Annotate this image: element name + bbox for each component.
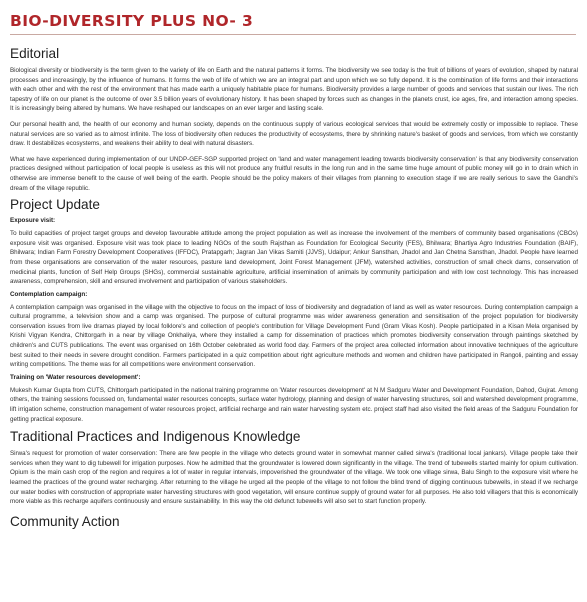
editorial-heading: Editorial [10, 46, 60, 61]
training-heading: Training on 'Water resources development': [10, 373, 141, 381]
community-action-heading: Community Action [10, 513, 120, 529]
training-text: Mukesh Kumar Gupta from CUTS, Chittorgarh participated in the national training programme on 'Water resources development' at N M Sadguru Water and Development Foundation, Dahod, Gujrat. Among others, the training sessions focussed on, fundamental water resources concepts, surface water hydrology, planning and design of water harvesting structures, soil and watershed development programme, lift irrigation scheme, construction management of water resources project, artificial recharge and rain water harvesting system etc. project staff had also visited the field areas of the Sadguru Foundation for getting practical exposure. [10, 386, 578, 423]
masthead-divider [10, 34, 576, 35]
traditional-practices-heading: Traditional Practices and Indigenous Knowledge [10, 429, 301, 445]
editorial-paragraph: Biological diversity or biodiversity is the term given to the variety of life on Earth and the natural patterns it forms. The biodiversity we see today is the fruit of billions of years of evolution, shaped by natural processes and increasingly, by the influence of humans. It forms the web of life of which we are an integral part and upon which we so fully depend. It is the combination of life forms and their interactions with each other and with the rest of the environment that has made earth a uniquely habitable place for humans. Biodiversity provides a large number of goods and services that sustain our lives. The rich tapestry of life on our planet is the outcome of over 3.5 billion years of evolutionary history. It has been shaped by forces such as changes in the planets crust, ice ages, fire, and interaction among species. It is increasingly being altered by humans. We have reshaped our landscapes on an ever larger and lasting scale. [10, 67, 578, 113]
masthead-title: BIO-DIVERSITY PLUS NO- 3 [10, 12, 254, 30]
traditional-practices-text: Sirwa's request for promotion of water conservation: There are few people in the village who detects ground water in somewhat manner called sirwa's (traditional local jankars). Village people take their services when they want to dig tubewell for irrigation purposes. Now he admitted that the groundwater is lowered down significantly in the village. The trend of tubewells started mainly for opium cultivation. Opium is the main cash crop of the region and requires a lot of water in regular intervals, impoverished the groundwater of the village. We took one village sirwa, Balu Singh to the exposure visit where he learned the practices of the ground water recharging. After returning to the village he urged all the people of the village to not follow the blind trend of digging continuous tubewells, in stead if we recharge our water bodies with construction of appropriate water harvesting structures with good vegetation, will ensure continue supply of ground water for all purposes. He also told villagers that this is economically more viable as this recharge aquifers continuously and ensure sustainability. In this way the old defunct tubewells will also set to start function properly. [10, 450, 578, 506]
project-update-heading: Project Update [10, 197, 100, 213]
newsletter-page [10, 0, 578, 530]
exposure-visit-text: To build capacities of project target groups and develop favourable attitude among the project population as well as increase the involvement of the members of community based organisations (CBOs) exposure visit was organised. Exposure visit was took place to leading NGOs of the south Rajsthan as Foundation for Ecological Security (FES), Bhilwara; Bhartiya Agro Industries Foundation (BAIF), Bhilwara; Indian Farm Forestry Development Cooperatives (IFFDC), Pratapgarh; Jagran Jan Vikas Samiti (JJVS), Udaipur; Ankur Sansthan, Jhadol and Jan Chetna Sansthan, Jhadol. People have learned from these organisations are conservation of the water resources, pasture land development, Joint Forest Management (JFM), watershed activities, construction of small check dams, conservation of medicinal plants, function of Self Help Groups (SHGs), commercial sustainable agriculture, artificial insemination of animals by community participation and with low cost technology. This has increased awareness, comprehension, skill and ensured involvement and participation of various stakeholders. [10, 230, 578, 286]
editorial-paragraph: Our personal health and, the health of our economy and human society, depends on the continuous supply of various ecological services that would be extremely costly or impossible to replace. These natural services are so varied as to almost infinite. The loss of biodiversity often reduces the productivity of ecosystems, there by shrinking nature's basket of goods and services, from which we constantly draw. It destabilizes ecosystems, and weakens their ability to deal with natural disasters. [10, 120, 578, 148]
contemplation-campaign-text: A contemplation campaign was organised in the village with the objective to focus on the impact of loss of biodiversity and degradation of land as well as water resources. During contemplation campaign a cultural programme, a television show and a camp was organised. The purpose of cultural programme was wider awareness generation and sensitisation of the project population for biodiversity conservation issues from live dramas played by local folklore's and collection of people's contribution for Village Development Fund (Gram Vikas Kosh). People participated in a Kisan Mela organised by Krishi Vigyan Kendra, Chittorgarh in a near by village Onkhaliya, where they installed a camp for dissemination of practices which promotes biodiversity conservation through paintings sketched by children's and CUTS publications. The event was organised on 16th October celebrated as world food day. Farmers of the project area collected information about innovative techniques of the agriculture best suited to their needs in severe drought condition. Farmers participated in a quiz competition about right agriculture methods and women and children have participated in Rangoli, painting and essay writing competitions. The theme was for all competitions were environment conservation. [10, 303, 578, 369]
exposure-visit-heading: Exposure visit: [10, 217, 56, 225]
editorial-paragraph: What we have experienced during implementation of our UNDP-GEF-SGP supported project on 'land and water management leading towards biodiversity conservation' is that any biodiversity conservation practices designed without participation of local people is useless as this will not produce any fruitful results in the long run and in the same time huge amount of public money will go in to drain which in otherwise are immense benefit to the cause of well being of the earth. People should be the policy makers of their villages from planning to execution stage if we are really serious to save the Gandhi's dream of the village republic. [10, 155, 578, 192]
contemplation-campaign-heading: Contemplation campaign: [10, 290, 88, 298]
